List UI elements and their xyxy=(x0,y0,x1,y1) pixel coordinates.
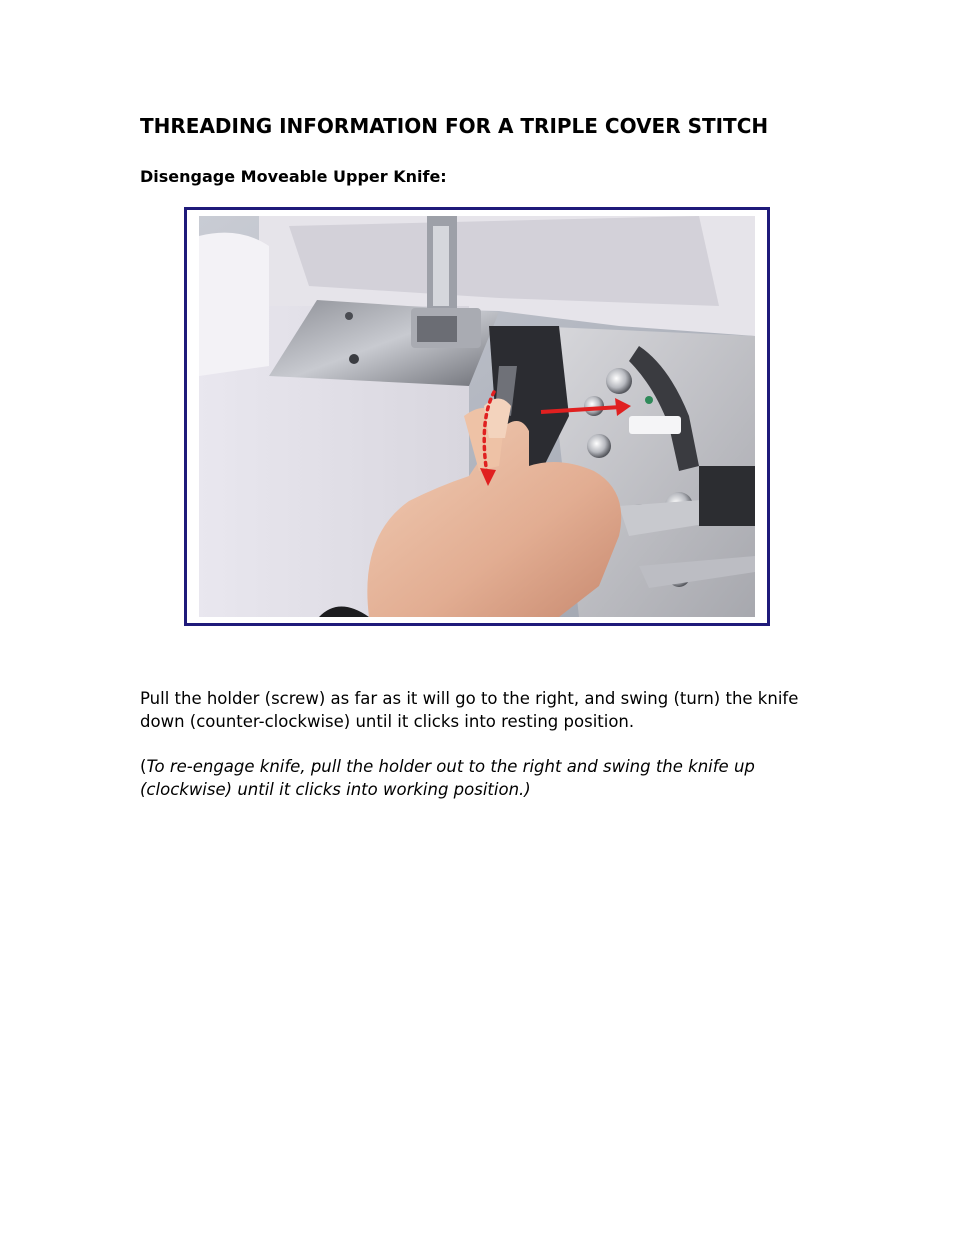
instruction-paragraph: Pull the holder (screw) as far as it will go to the right, and swing (turn) the knife down (counter-clockwise) until it clicks into resting position. xyxy=(140,689,799,731)
note-paragraph xyxy=(140,756,830,801)
note-open-paren: ( xyxy=(140,757,147,776)
serger-knife-photo xyxy=(199,216,755,617)
section-heading: Disengage Moveable Upper Knife: xyxy=(140,167,447,186)
note-text: To re-engage knife, pull the holder out to the right and swing the knife up (clockwise) until it clicks into working position.) xyxy=(140,757,755,799)
page-title: THREADING INFORMATION FOR A TRIPLE COVER STITCH xyxy=(140,114,769,138)
knife-photo-figure xyxy=(184,207,770,626)
